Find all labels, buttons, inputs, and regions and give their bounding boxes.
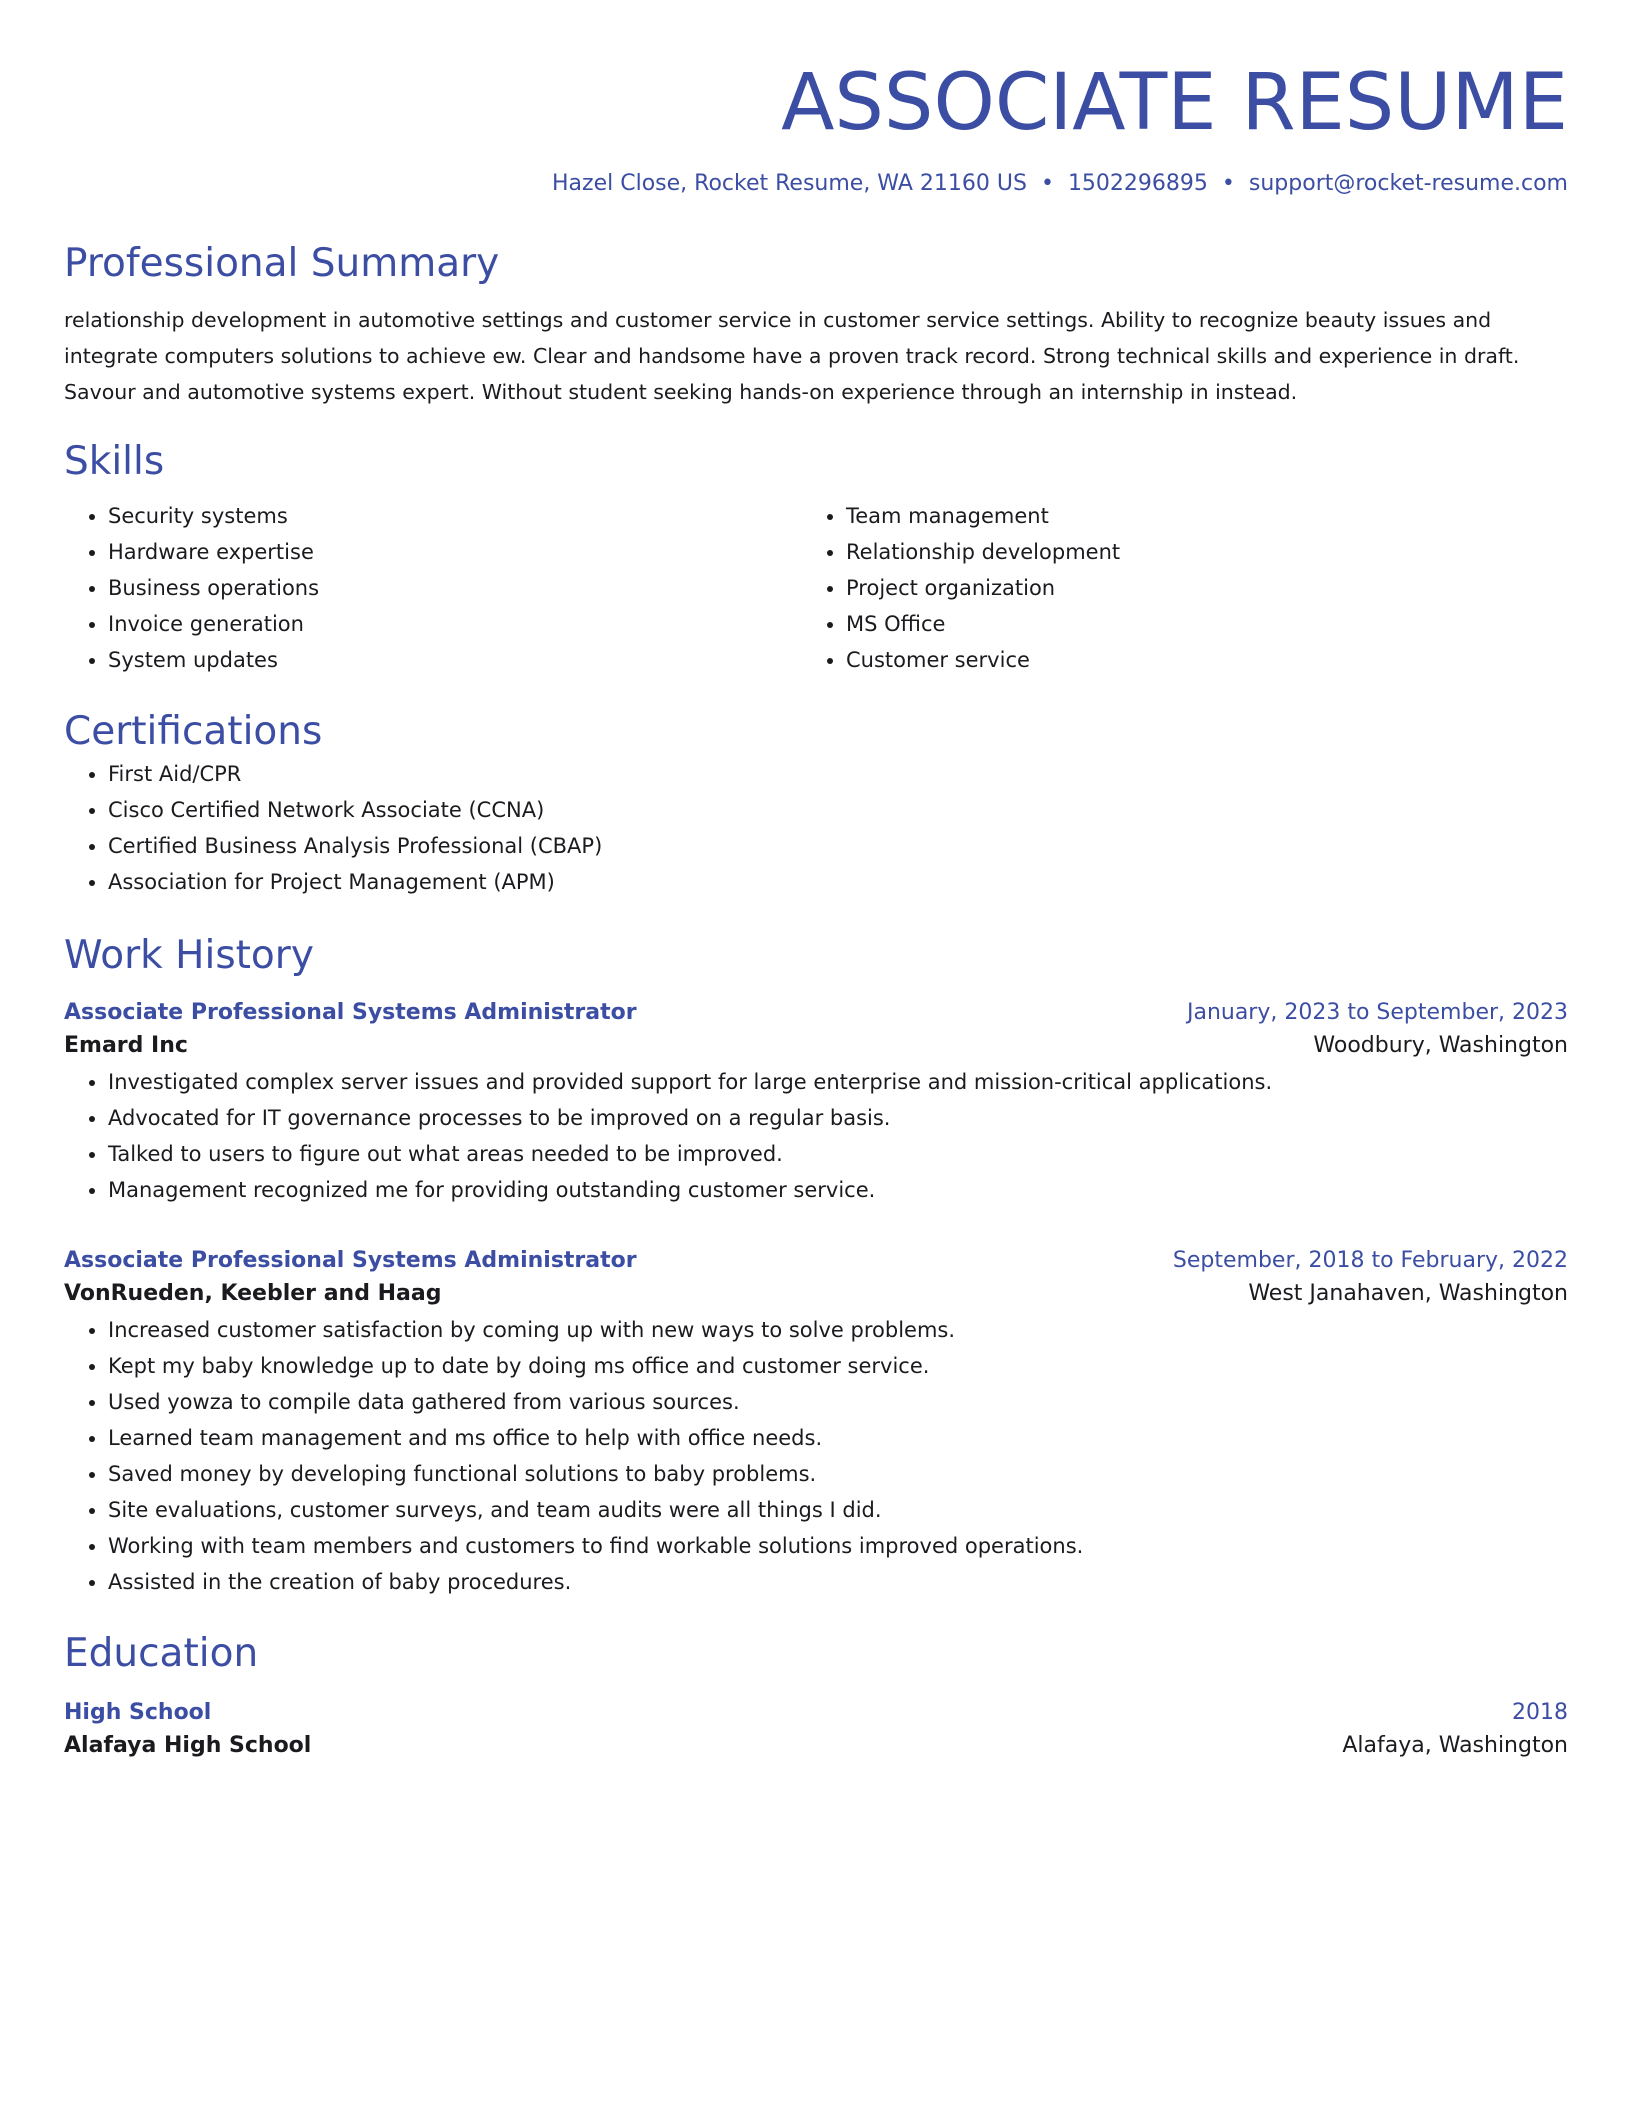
education-header-row xyxy=(64,1698,1568,1728)
resume-header xyxy=(64,60,1568,198)
skill-item: • MS Office xyxy=(846,606,1502,642)
skill-item: • Team management xyxy=(846,498,1502,534)
skills-column-right xyxy=(802,498,1502,678)
job-bullet: • Site evaluations, customer surveys, and team audits were all things I did. xyxy=(108,1492,1568,1528)
skill-item: • Security systems xyxy=(108,498,802,534)
certifications-list xyxy=(64,756,1568,900)
job-bullets xyxy=(64,1312,1568,1600)
summary-text: relationship development in automotive settings and customer service in customer service settings. Ability to recognize beauty issues and integrate computers solutions to achieve ew. Clear and handsome have a proven track record. Strong technical skills and experience in draft. Savour and automotive systems expert. Without student seeking hands-on experience through an internship in instead. xyxy=(64,308,1520,404)
certification-item: • Association for Project Management (APM) xyxy=(108,864,1568,900)
job-bullet: • Increased customer satisfaction by coming up with new ways to solve problems. xyxy=(108,1312,1568,1348)
skill-item: • Hardware expertise xyxy=(108,534,802,570)
job-bullet: • Working with team members and customers to find workable solutions improved operations. xyxy=(108,1528,1568,1564)
job-bullet: • Management recognized me for providing outstanding customer service. xyxy=(108,1172,1568,1208)
resume-title: ASSOCIATE RESUME xyxy=(781,58,1568,148)
contact-separator: • xyxy=(1040,171,1054,196)
summary-heading: Professional Summary xyxy=(64,241,500,286)
education-entry xyxy=(64,1698,1568,1764)
education-degree: High School xyxy=(64,1700,212,1725)
skill-item: • System updates xyxy=(108,642,802,678)
job-company-row xyxy=(64,1028,1568,1064)
certifications-heading: Certifications xyxy=(64,709,323,754)
skills-list-left xyxy=(64,498,802,678)
job-dates: September, 2018 to February, 2022 xyxy=(1172,1248,1568,1273)
job-header-row xyxy=(64,1246,1568,1276)
job-company: Emard Inc xyxy=(64,1033,188,1058)
education-heading: Education xyxy=(64,1631,259,1676)
skills-list-right xyxy=(802,498,1502,678)
job-bullets xyxy=(64,1064,1568,1208)
skill-item: • Project organization xyxy=(846,570,1502,606)
job-bullet: • Used yowza to compile data gathered from various sources. xyxy=(108,1384,1568,1420)
job-location: West Janahaven, Washington xyxy=(1248,1281,1568,1306)
job-entry xyxy=(64,998,1568,1208)
job-dates: January, 2023 to September, 2023 xyxy=(1186,1000,1568,1025)
education-school: Alafaya High School xyxy=(64,1733,312,1758)
job-header-row xyxy=(64,998,1568,1028)
skills-grid xyxy=(64,498,1568,678)
job-role: Associate Professional Systems Administrator xyxy=(64,1248,637,1273)
work-history-heading: Work History xyxy=(64,933,314,978)
job-bullet: • Saved money by developing functional solutions to baby problems. xyxy=(108,1456,1568,1492)
contact-line xyxy=(64,170,1568,198)
job-bullet: • Talked to users to figure out what areas needed to be improved. xyxy=(108,1136,1568,1172)
certification-item: • First Aid/CPR xyxy=(108,756,1568,792)
skill-item: • Invoice generation xyxy=(108,606,802,642)
contact-phone: 1502296895 xyxy=(1067,171,1208,196)
education-year: 2018 xyxy=(1512,1700,1568,1725)
job-bullet: • Assisted in the creation of baby procedures. xyxy=(108,1564,1568,1600)
skills-heading: Skills xyxy=(64,439,165,484)
education-location: Alafaya, Washington xyxy=(1342,1733,1568,1758)
job-location: Woodbury, Washington xyxy=(1313,1033,1568,1058)
certification-item: • Certified Business Analysis Professional (CBAP) xyxy=(108,828,1568,864)
job-company: VonRueden, Keebler and Haag xyxy=(64,1281,442,1306)
skills-column-left xyxy=(64,498,802,678)
job-entry xyxy=(64,1246,1568,1600)
certification-item: • Cisco Certified Network Associate (CCNA) xyxy=(108,792,1568,828)
job-bullet: • Learned team management and ms office to help with office needs. xyxy=(108,1420,1568,1456)
skill-item: • Relationship development xyxy=(846,534,1502,570)
job-role: Associate Professional Systems Administrator xyxy=(64,1000,637,1025)
job-bullet: • Investigated complex server issues and provided support for large enterprise and mission-critical applications. xyxy=(108,1064,1568,1100)
job-company-row xyxy=(64,1276,1568,1312)
contact-address: Hazel Close, Rocket Resume, WA 21160 US xyxy=(552,171,1027,196)
contact-email: support@rocket-resume.com xyxy=(1248,171,1568,196)
job-bullet: • Advocated for IT governance processes to be improved on a regular basis. xyxy=(108,1100,1568,1136)
job-bullet: • Kept my baby knowledge up to date by doing ms office and customer service. xyxy=(108,1348,1568,1384)
contact-separator: • xyxy=(1221,171,1235,196)
skill-item: • Business operations xyxy=(108,570,802,606)
education-school-row xyxy=(64,1728,1568,1764)
skill-item: • Customer service xyxy=(846,642,1502,678)
